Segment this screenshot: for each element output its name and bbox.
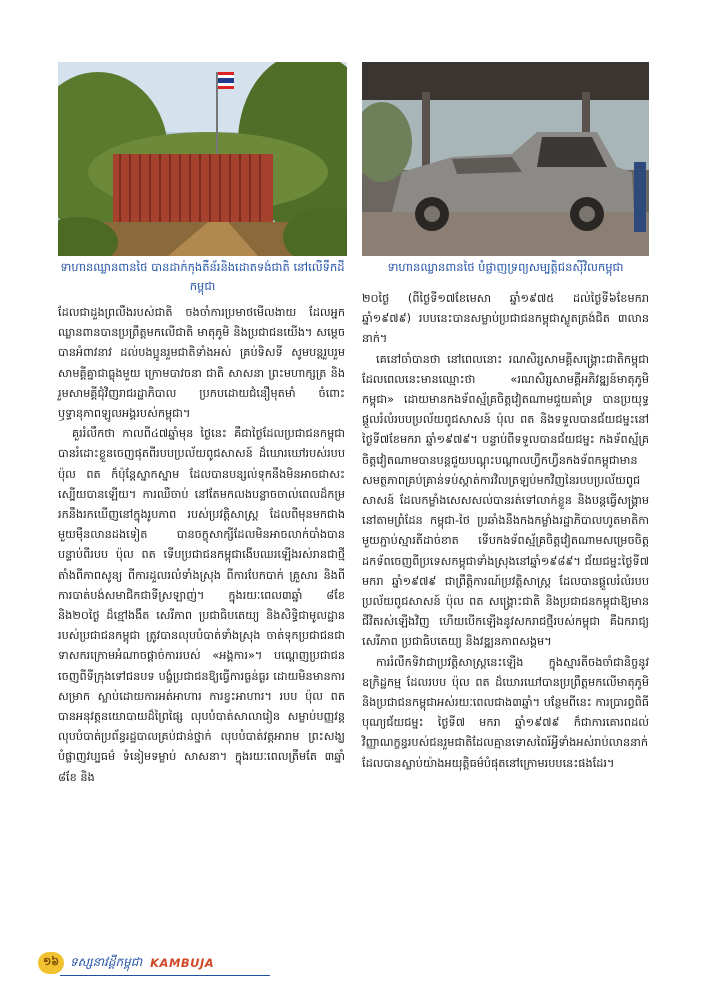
magazine-name: ទស្សនាវដ្តីកម្ពុជា [70,955,143,969]
footer-divider [60,975,270,976]
article-column-right [362,289,649,774]
page-footer [38,951,214,975]
photo-container-flag [58,62,347,256]
article-column-left [58,303,345,788]
article-paragraph: ២០ថ្ងៃ (ពីថ្ងៃទី១៧ខែមេសា ឆ្នាំ១៩៧៥ ដល់ថ្ងៃទី៦ខែមករា ឆ្នាំ១៩៧៩) របបនេះបានសម្លាប់ប្រជាជនកម្ពុជាស្លូតត្រង់ជិត ៣លាននាក់។ [362,292,649,346]
photo-caption-right: ទាហានឈ្លានពានថៃ បំផ្លាញទ្រព្យសម្បត្តិជនស៊ីវិលកម្ពុជា [387,260,624,274]
magazine-brand: KAMBUJA [150,956,215,970]
photo-caption-left: ទាហានឈ្លានពានថៃ បានដាក់កុងតឺន័រនិងដោតទង់ជាតិ នៅលើទឹកដីកម្ពុជា [60,260,345,293]
article-paragraph: ដែលជាដួងព្រលឹងរបស់ជាតិ ចងចាំការប្រមាថមើលងាយ ដែលអ្នកឈ្លានពានបានប្រព្រឹត្តមកលើជាតិ មាតុភូមិ និងប្រជាជនយើង។ សម្តេចបានអំពាវនាវ ដល់បងប្អូនរួមជាតិទាំងអស់ គ្រប់ទិសទី សូមបន្តរួបរួមសាមគ្គីគ្នាជាធ្លុងមួយ ក្រោមបាវចនា ជាតិ សាសនា ព្រះមហាក្សត្រ និងរួមសាមគ្គីជុំវិញរាជរដ្ឋាភិបាល ប្រកបដោយជំនឿមុតមាំ ចំពោះឫទ្ធានុភាពឡូលអង្គរបស់កម្ពុជា។ [58,306,345,421]
photo-border-container [58,62,347,256]
article-paragraph: ការរំលឹកទិវាជាប្រវត្តិសាស្ត្រនេះឡើង ក្នុងស្មារតីចងចាំជានិច្ចនូវឧក្រិដ្ឋកម្ម ដែលរបប ប៉ុល ពត ដ៏ឃោរឃៅបានប្រព្រឹត្តមកលើមាតុភូមិ និងប្រជាជនកម្ពុជាអស់រយៈពេលជាង៣ឆ្នាំ។ បន្ថែមពីនេះ ការប្រារព្ធពិធីបុណ្យជ័យជម្នះ ថ្ងៃទី៧ មករា ឆ្នាំ១៩៧៩ ក៏ជាការគោរពដល់វិញ្ញាណក្ខន្ធរបស់ជនរួមជាតិដែលគ្មានទោសពៃរ៍អ្វីទាំងអស់រាប់លាននាក់ ដែលបានស្លាប់យ៉ាងអយុត្តិធម៌បំផុតនៅក្រោមរបបនេះផងដែរ។ [362,655,649,770]
photo-burned-car-scene [362,62,649,256]
article-paragraph: គួររំលឹកថា កាលពី៤៧ឆ្នាំមុន ថ្ងៃនេះ គឺជាថ្ងៃដែលប្រជាជនកម្ពុជា បានរំដោះខ្លួនចេញផុតពីរបបប្រល័យពូជសាសន៍ ដ៏ឃោរឃៅរបស់របប ប៉ុល ពត ក៏ប៉ុន្តែស្នាកស្នាម ដែលបានបន្សល់ទុកនឹងមិនអាចជាសះស្បើយបានឡើយ។ ការឈឺចាប់ នៅតែមកលងបន្លាចចាល់ពេលដ៏កម្ររកនឹងរកឃើញនៅក្នុងរូបភាព របស់ប្រវត្តិសាស្ត្រ ដែលពីមុនមកជាងមួយម៉ឺនលានដងទៀត បានចក្ខុសាក្សីដែលមិនអាចលាក់បាំងបាន បន្ទាប់ពីរបប ប៉ុល ពត ទើបប្រជាជនកម្ពុជាងើបឈរឡើងរស់រានជាថ្មី តាំងពីភាពសូន្យ ពីការដួលរលំទាំងស្រុង ពីការបែកបាក់ គ្រួសារ និងពីការបាត់បង់សមាជិកជាទីស្រឡាញ់។ ក្នុងរយៈពេល៣ឆ្នាំ ៨ខែ និង២០ថ្ងៃ ដ៏ខ្មៅងងឹត សេរីភាព ប្រជាធិបតេយ្យ និងសិទ្ធិជាមូលដ្ឋានរបស់ប្រជាជនកម្ពុជា ត្រូវបានលុបបំបាត់ទាំងស្រុង ចាត់ទុកប្រជាជនជាទាសករក្រោមអំណាចផ្តាច់ការរបស់ «អង្គការ»។ បណ្តេញប្រជាជនចេញពីទីក្រុងទៅជនបទ បង្ខំប្រជាជនឱ្យធ្វើការធ្ងន់ធ្ងរ ដោយមិនមានការសម្រាក ស្លាប់ដោយការអត់អាហារ ការខ្វះអាហារ។ របប ប៉ុល ពត បានអនុវត្តនយោបាយដ៏ព្រៃផ្សៃ លុបបំបាត់សាលារៀន សម្លាប់បញ្ញវន្ត លុបបំបាត់ប្រព័ន្ធរដ្ឋបាលគ្រប់ជាន់ថ្នាក់ លុបបំបាត់វត្តអារាម ព្រះសង្ឃ បំផ្លាញវប្បធម៌ ទំនៀមទម្លាប់ សាសនា។ ក្នុងរយៈពេលត្រឹមតែ ៣ឆ្នាំ ៨ខែ និង [58,427,345,784]
photo-burned-vehicle [362,62,649,256]
article-paragraph: គេនៅចាំបានថា នៅពេលនោះ រណសិរ្សសាមគ្គីសង្គ្រោះជាតិកម្ពុជា ដែលពេលនេះមានឈ្មោះថា «រណសិរ្សសាមគ្គីអភិវឌ្ឍន៍មាតុភូមិកម្ពុជា» ដោយមានកងទ័ពស្ម័គ្រចិត្តវៀតណាមជួយគាំទ្រ បានប្រយុទ្ធផ្តួលរំលំរបបប្រល័យពូជសាសន៍ ប៉ុល ពត និងទទួលបានជ័យជម្នះនៅថ្ងៃទី៧ខែមករា ឆ្នាំ១៩៧៩។ បន្ទាប់ពីទទួលបានជ័យជម្នះ កងទ័ពស្ម័គ្រចិត្តវៀតណាមបានបន្តជួយបណ្តុះបណ្តាលហ្វឹកហ្វឺនកងទ័ពកម្ពុជាមានសមត្ថភាពគ្រប់គ្រាន់ទប់ស្កាត់ការវិលត្រឡប់មកវិញនៃរបបប្រល័យពូជសាសន៍ ដែលកម្លាំងសេសសល់បានរត់ទៅលាក់ខ្លួន និងបន្តធ្វើសង្គ្រាមនៅតាមព្រំដែន កម្ពុជា-ថៃ ប្រឆាំងនឹងកងកម្លាំងរដ្ឋាភិបាលហូតមាតិកាមួយភ្ជាប់ស្មារតីដាច់ខាត ទើបកងទ័ពស្ម័គ្រចិត្តវៀតណាមសម្រេចចិត្តដកទ័ពចេញពីប្រទេសកម្ពុជាទាំងស្រុងនៅឆ្នាំ១៩៨៩។ ជ័យជម្នះថ្ងៃទី៧ មករា ឆ្នាំ១៩៧៩ ជាព្រឹត្តិការណ៍ប្រវត្តិសាស្ត្រ ដែលបានផ្តួលរំលំរបបប្រល័យពូជសាសន៍ ប៉ុល ពត សង្គ្រោះជាតិ និងប្រជាជនកម្ពុជាឱ្យមានជីវិតរស់ឡើងវិញ ហើយបើកឡើងនូវសករាជថ្មីរបស់កម្ពុជា គឺឯករាជ្យ សេរីភាព ប្រជាធិបតេយ្យ និងវឌ្ឍនភាពសង្គម។ [362,352,649,649]
page-number: ១៦ [38,952,64,974]
